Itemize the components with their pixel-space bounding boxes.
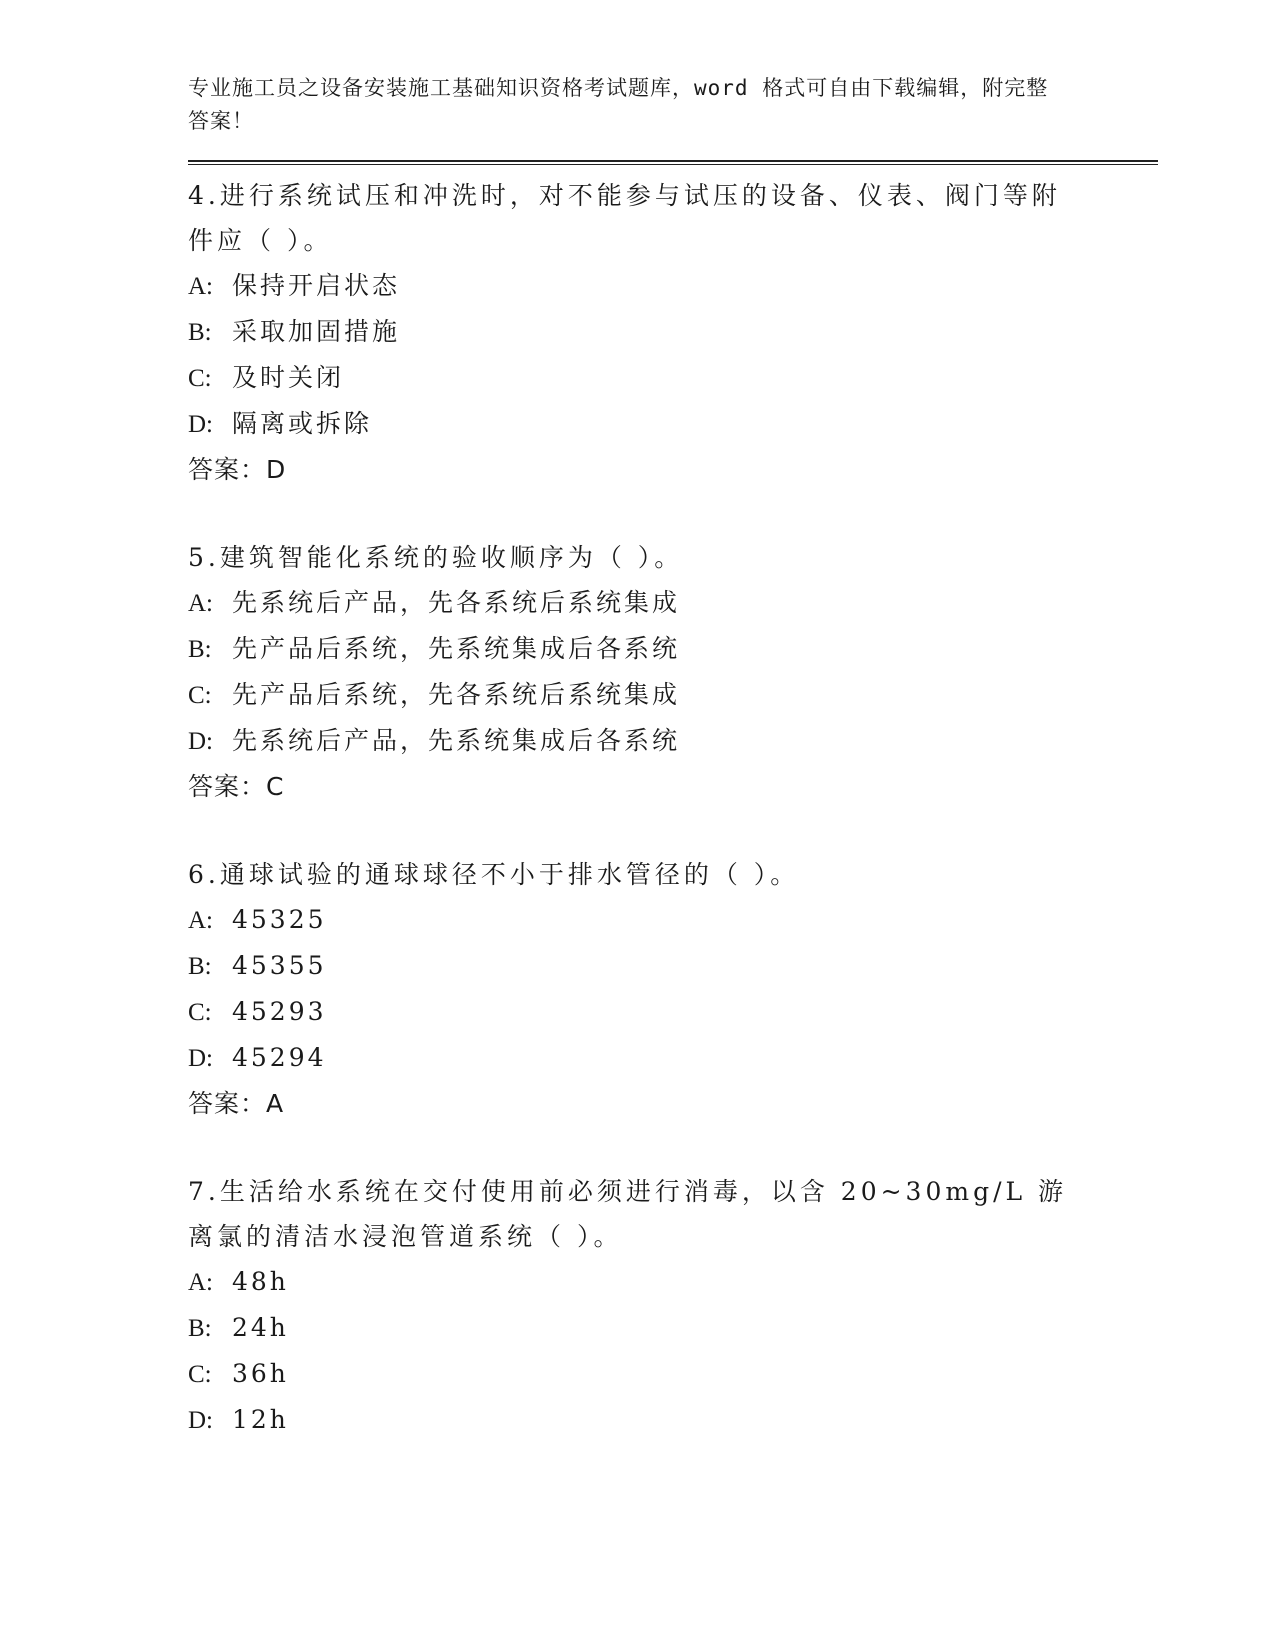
header-divider xyxy=(188,160,1158,165)
option-letter: B: xyxy=(188,319,212,346)
option-letter: B: xyxy=(188,953,212,980)
question-stem: 5.建筑智能化系统的验收顺序为（ ）。 xyxy=(188,543,684,572)
answer-line xyxy=(188,764,1158,809)
answer-line xyxy=(188,1081,1158,1126)
option-c xyxy=(188,355,1158,401)
document-header-note: 专业施工员之设备安装施工基础知识资格考试题库，word 格式可自由下载编辑，附完整答案！ xyxy=(188,76,1049,133)
option-letter: B: xyxy=(188,1315,212,1342)
option-c xyxy=(188,1351,1158,1397)
option-text: 保持开启状态 xyxy=(232,271,401,300)
option-letter: A: xyxy=(188,273,213,300)
answer-value: A xyxy=(266,1089,285,1118)
option-b xyxy=(188,626,1158,672)
option-text: 45294 xyxy=(232,1043,327,1072)
option-a xyxy=(188,897,1158,943)
question-stem: 7.生活给水系统在交付使用前必须进行消毒，以含 20~30mg/L 游离氯的清洁水浸泡管道系统（ ）。 xyxy=(188,1177,1068,1251)
option-d xyxy=(188,401,1158,447)
option-letter: C: xyxy=(188,365,212,392)
option-d xyxy=(188,718,1158,764)
option-c xyxy=(188,672,1158,718)
question-5 xyxy=(188,535,1158,809)
question-stem: 6.通球试验的通球球径不小于排水管径的（ ）。 xyxy=(188,860,800,889)
option-text: 24h xyxy=(232,1313,289,1342)
option-text: 采取加固措施 xyxy=(232,317,401,346)
answer-prefix: 答案： xyxy=(188,772,267,801)
option-text: 45355 xyxy=(232,951,327,980)
answer-prefix: 答案： xyxy=(188,455,267,484)
option-text: 先产品后系统，先各系统后系统集成 xyxy=(232,680,681,709)
question-7 xyxy=(188,1169,1158,1443)
option-letter: C: xyxy=(188,682,212,709)
option-text: 先系统后产品，先各系统后系统集成 xyxy=(232,588,681,617)
option-a xyxy=(188,1259,1158,1305)
option-b xyxy=(188,1305,1158,1351)
question-4 xyxy=(188,173,1158,492)
option-b xyxy=(188,943,1158,989)
answer-value: D xyxy=(266,455,287,484)
option-b xyxy=(188,309,1158,355)
option-text: 45293 xyxy=(232,997,327,1026)
option-c xyxy=(188,989,1158,1035)
option-text: 及时关闭 xyxy=(232,363,345,392)
option-text: 48h xyxy=(232,1267,289,1296)
option-letter: A: xyxy=(188,590,213,617)
option-letter: B: xyxy=(188,636,212,663)
option-text: 12h xyxy=(232,1405,289,1434)
option-letter: A: xyxy=(188,1269,213,1296)
option-text: 先系统后产品，先系统集成后各系统 xyxy=(232,726,681,755)
option-text: 45325 xyxy=(232,905,327,934)
option-letter: C: xyxy=(188,1361,212,1388)
option-d xyxy=(188,1397,1158,1443)
answer-prefix: 答案： xyxy=(188,1089,267,1118)
option-text: 36h xyxy=(232,1359,289,1388)
option-text: 先产品后系统，先系统集成后各系统 xyxy=(232,634,681,663)
option-a xyxy=(188,263,1158,309)
question-6 xyxy=(188,852,1158,1126)
option-text: 隔离或拆除 xyxy=(232,409,373,438)
option-d xyxy=(188,1035,1158,1081)
answer-line xyxy=(188,447,1158,492)
option-a xyxy=(188,580,1158,626)
option-letter: D: xyxy=(188,1045,213,1072)
question-stem: 4.进行系统试压和冲洗时，对不能参与试压的设备、仪表、阀门等附件应（ ）。 xyxy=(188,181,1061,255)
option-letter: D: xyxy=(188,728,213,755)
document-page xyxy=(188,72,1158,1443)
option-letter: A: xyxy=(188,907,213,934)
answer-value: C xyxy=(266,772,285,801)
question-list xyxy=(188,173,1158,1443)
option-letter: D: xyxy=(188,411,213,438)
option-letter: D: xyxy=(188,1407,213,1434)
option-letter: C: xyxy=(188,999,212,1026)
